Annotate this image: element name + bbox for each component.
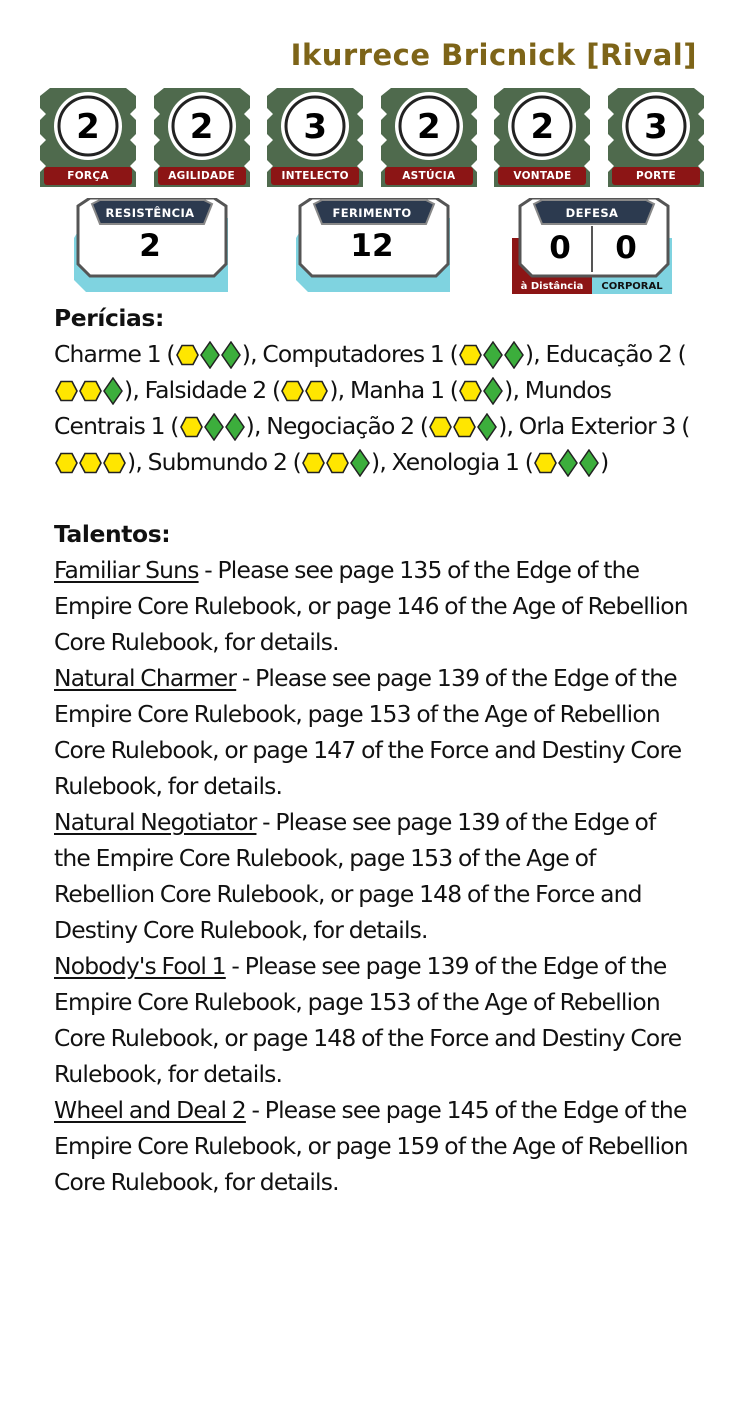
skill-name: Xenologia 1 — [391, 448, 520, 476]
ability-die-icon — [79, 380, 102, 402]
ability-die-icon — [326, 452, 349, 474]
talent-name-link[interactable]: Wheel and Deal 2 — [54, 1096, 246, 1124]
talent-name-link[interactable]: Familiar Suns — [54, 556, 199, 584]
skill-dice-pool — [180, 413, 245, 441]
ability-die-icon — [281, 380, 304, 402]
characteristic-label: VONTADE — [513, 170, 572, 182]
proficiency-die-icon — [225, 413, 245, 441]
defense-label: DEFESA — [565, 206, 619, 220]
talent-name-link[interactable]: Natural Negotiator — [54, 808, 257, 836]
proficiency-die-icon — [579, 449, 599, 477]
characteristic-willpower — [494, 88, 590, 187]
skill-dice-pool — [429, 413, 497, 441]
characteristic-presence — [608, 88, 704, 187]
skill-separator: ), — [524, 340, 540, 368]
skill-entry: Negociação 2 ( ), — [266, 412, 514, 440]
skill-dice-pool — [55, 452, 126, 474]
skill-dice-pool — [459, 377, 503, 405]
skill-name: Educação 2 — [545, 340, 672, 368]
characteristic-value: 3 — [644, 107, 668, 147]
soak-value: 2 — [139, 228, 161, 264]
talent-description: - Please see page 139 of the Edge of the Empire Core Rulebook, page 153 of the Age of Rebellion Core Rulebook, or page 148 of the Force and Destiny Core Rulebook, for details. — [54, 952, 682, 1088]
defense-box — [512, 198, 672, 294]
skill-name: Submundo 2 — [147, 448, 288, 476]
ability-die-icon — [453, 416, 476, 438]
skills-list — [54, 336, 694, 480]
wounds-label: FERIMENTO — [332, 206, 412, 220]
characteristic-label: ASTÚCIA — [402, 170, 456, 182]
proficiency-die-icon — [483, 377, 503, 405]
skill-entry: Submundo 2 ( ), — [147, 448, 386, 476]
skill-name: Computadores 1 — [262, 340, 444, 368]
ability-die-icon — [459, 344, 482, 366]
talent-entry — [54, 660, 694, 804]
ability-die-icon — [429, 416, 452, 438]
characteristic-label: PORTE — [635, 170, 677, 182]
skill-separator: ), — [504, 376, 520, 404]
talent-entry — [54, 804, 694, 948]
skill-dice-pool — [55, 377, 123, 405]
skill-dice-pool — [281, 380, 328, 402]
npc-name-title: Ikurrece Bricnick [Rival] — [290, 38, 697, 72]
skill-dice-pool — [459, 341, 524, 369]
characteristic-value: 2 — [530, 107, 555, 147]
proficiency-die-icon — [103, 377, 123, 405]
skill-separator: ), — [127, 448, 142, 476]
ability-die-icon — [302, 452, 325, 474]
proficiency-die-icon — [483, 341, 503, 369]
skill-separator: ), — [124, 376, 139, 404]
talent-description: - Please see page 139 of the Edge of the Empire Core Rulebook, page 153 of the Age of Rebellion Core Rulebook, or page 147 of the Force and Destiny Core Rulebook, for details. — [54, 664, 682, 800]
skill-separator: ), — [498, 412, 514, 440]
proficiency-die-icon — [558, 449, 578, 477]
skill-dice-pool — [302, 449, 370, 477]
skill-entry: Manha 1 ( ), — [349, 376, 520, 404]
characteristic-value: 2 — [76, 107, 100, 147]
stat-block-text — [54, 300, 694, 1200]
characteristic-value: 2 — [189, 107, 214, 147]
proficiency-die-icon — [350, 449, 370, 477]
characteristic-cunning — [381, 88, 477, 187]
ability-die-icon — [459, 380, 482, 402]
defense-melee-value: 0 — [615, 230, 637, 266]
skill-entry: Mundos Centrais 1 ( ), — [54, 376, 612, 440]
skill-separator: ), — [241, 340, 257, 368]
skill-entry: Computadores 1 ( ), — [262, 340, 540, 368]
talent-entry — [54, 948, 694, 1092]
defense-ranged-value: 0 — [549, 230, 571, 266]
skill-name: Manha 1 — [349, 376, 445, 404]
skill-separator: ), — [329, 376, 345, 404]
characteristics-row — [40, 88, 704, 188]
skills-heading: Perícias: — [54, 304, 164, 332]
skill-name: Falsidade 2 — [144, 376, 267, 404]
ability-die-icon — [79, 452, 102, 474]
skill-separator: ), — [245, 412, 261, 440]
soak-label: RESISTÊNCIA — [105, 206, 195, 220]
talent-name-link[interactable]: Natural Charmer — [54, 664, 237, 692]
characteristic-intellect — [267, 88, 363, 187]
defense-ranged-label: à Distância — [520, 281, 584, 292]
talent-description: - Please see page 135 of the Edge of the Empire Core Rulebook, or page 146 of the Age of Rebellion Core Rulebook, for details. — [54, 556, 688, 656]
ability-die-icon — [55, 452, 78, 474]
characteristic-agility — [154, 88, 250, 187]
talent-name-link[interactable]: Nobody's Fool 1 — [54, 952, 226, 980]
section-spacer — [54, 480, 694, 516]
defense-melee-label: CORPORAL — [601, 281, 663, 292]
talent-description: - Please see page 139 of the Edge of the Empire Core Rulebook, page 153 of the Age of Rebellion Core Rulebook, or page 148 of the Force and Destiny Core Rulebook, for details. — [54, 808, 656, 944]
talents-list — [54, 552, 694, 1200]
skill-name: Charme 1 — [54, 340, 161, 368]
wounds-value: 12 — [350, 228, 394, 264]
skill-entry: Xenologia 1 ( ) — [391, 448, 609, 476]
proficiency-die-icon — [504, 341, 524, 369]
skill-separator: ) — [600, 448, 609, 476]
skill-name: Orla Exterior 3 — [518, 412, 676, 440]
skill-name: Mundos Centrais 1 — [54, 376, 612, 440]
skill-entry: Educação 2 ( ), — [54, 340, 686, 404]
characteristic-value: 2 — [416, 107, 441, 147]
skill-dice-pool — [176, 341, 241, 369]
characteristic-label: FORÇA — [67, 170, 109, 182]
proficiency-die-icon — [204, 413, 224, 441]
ability-die-icon — [180, 416, 203, 438]
proficiency-die-icon — [477, 413, 497, 441]
skill-dice-pool — [534, 449, 599, 477]
characteristic-label: AGILIDADE — [168, 170, 235, 182]
ability-die-icon — [534, 452, 557, 474]
talent-entry — [54, 1092, 694, 1200]
skill-entry: Orla Exterior 3 ( ), — [54, 412, 690, 476]
characteristic-value: 3 — [303, 107, 328, 147]
characteristic-label: INTELECTO — [281, 170, 349, 182]
proficiency-die-icon — [200, 341, 220, 369]
skill-name: Negociação 2 — [266, 412, 415, 440]
talents-heading: Talentos: — [54, 520, 171, 548]
ability-die-icon — [103, 452, 126, 474]
ability-die-icon — [305, 380, 328, 402]
skill-entry: Charme 1 ( ), — [54, 340, 257, 368]
wounds-box — [292, 198, 452, 294]
talent-description: - Please see page 145 of the Edge of the Empire Core Rulebook, or page 159 of the Age of Rebellion Core Rulebook, for details. — [54, 1096, 688, 1196]
proficiency-die-icon — [221, 341, 241, 369]
soak-box — [70, 198, 230, 294]
skill-entry: Falsidade 2 ( ), — [144, 376, 345, 404]
ability-die-icon — [55, 380, 78, 402]
talent-entry — [54, 552, 694, 660]
ability-die-icon — [176, 344, 199, 366]
characteristic-brawn — [40, 88, 136, 187]
skill-separator: ), — [371, 448, 386, 476]
